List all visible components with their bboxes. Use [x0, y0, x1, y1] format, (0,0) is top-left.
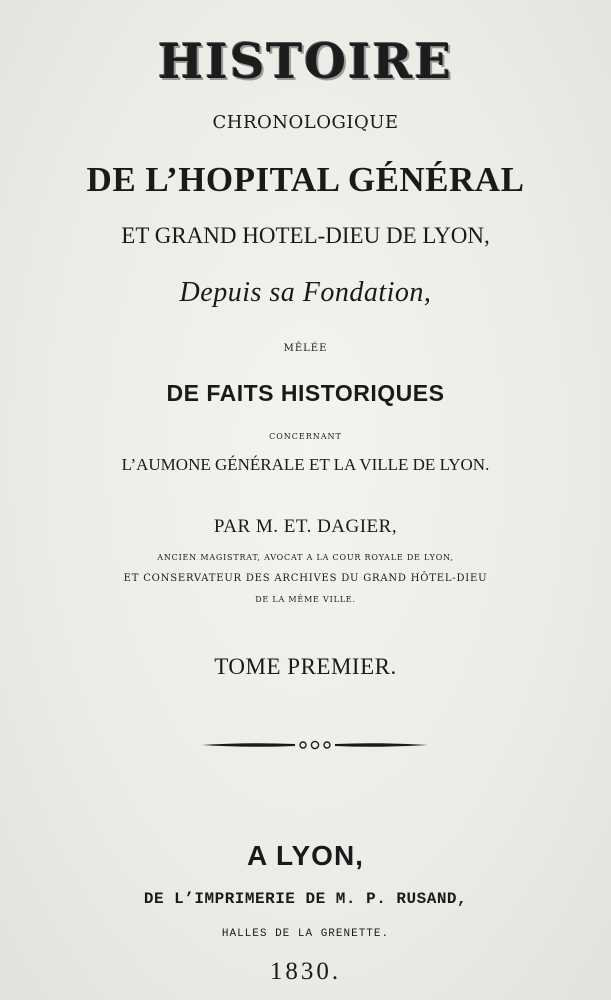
title-melee: MÊLÉE	[283, 343, 328, 354]
main-title: HISTOIRE	[158, 34, 453, 90]
volume-label: TOME PREMIER.	[214, 654, 397, 679]
title-depuis: Depuis sa Fondation,	[179, 277, 432, 308]
rule-ornament-icon	[200, 738, 430, 752]
imprint-year: 1830.	[269, 958, 342, 985]
author-credential-3: DE LA MÊME VILLE.	[255, 595, 356, 604]
title-hotel-dieu: ET GRAND HOTEL-DIEU DE LYON,	[121, 223, 490, 248]
imprint-printer: DE L’IMPRIMERIE DE M. P. RUSAND,	[143, 890, 468, 908]
title-faits: DE FAITS HISTORIQUES	[166, 380, 445, 406]
title-aumone: L’AUMONE GÉNÉRALE ET LA VILLE DE LYON.	[121, 455, 490, 474]
imprint-address: HALLES DE LA GRENETTE.	[221, 928, 390, 940]
subtitle-chronologique: CHRONOLOGIQUE	[212, 112, 399, 133]
author-credential-1: ANCIEN MAGISTRAT, AVOCAT A LA COUR ROYALE DE LYON,	[157, 553, 454, 562]
author-credential-2: ET CONSERVATEUR DES ARCHIVES DU GRAND HÔTEL-DIEU	[123, 573, 488, 584]
author-line: PAR M. ET. DAGIER,	[213, 516, 398, 537]
title-concernant: CONCERNANT	[269, 432, 342, 441]
title-hopital: DE L’HOPITAL GÉNÉRAL	[86, 160, 525, 199]
imprint-place: A LYON,	[247, 840, 364, 871]
